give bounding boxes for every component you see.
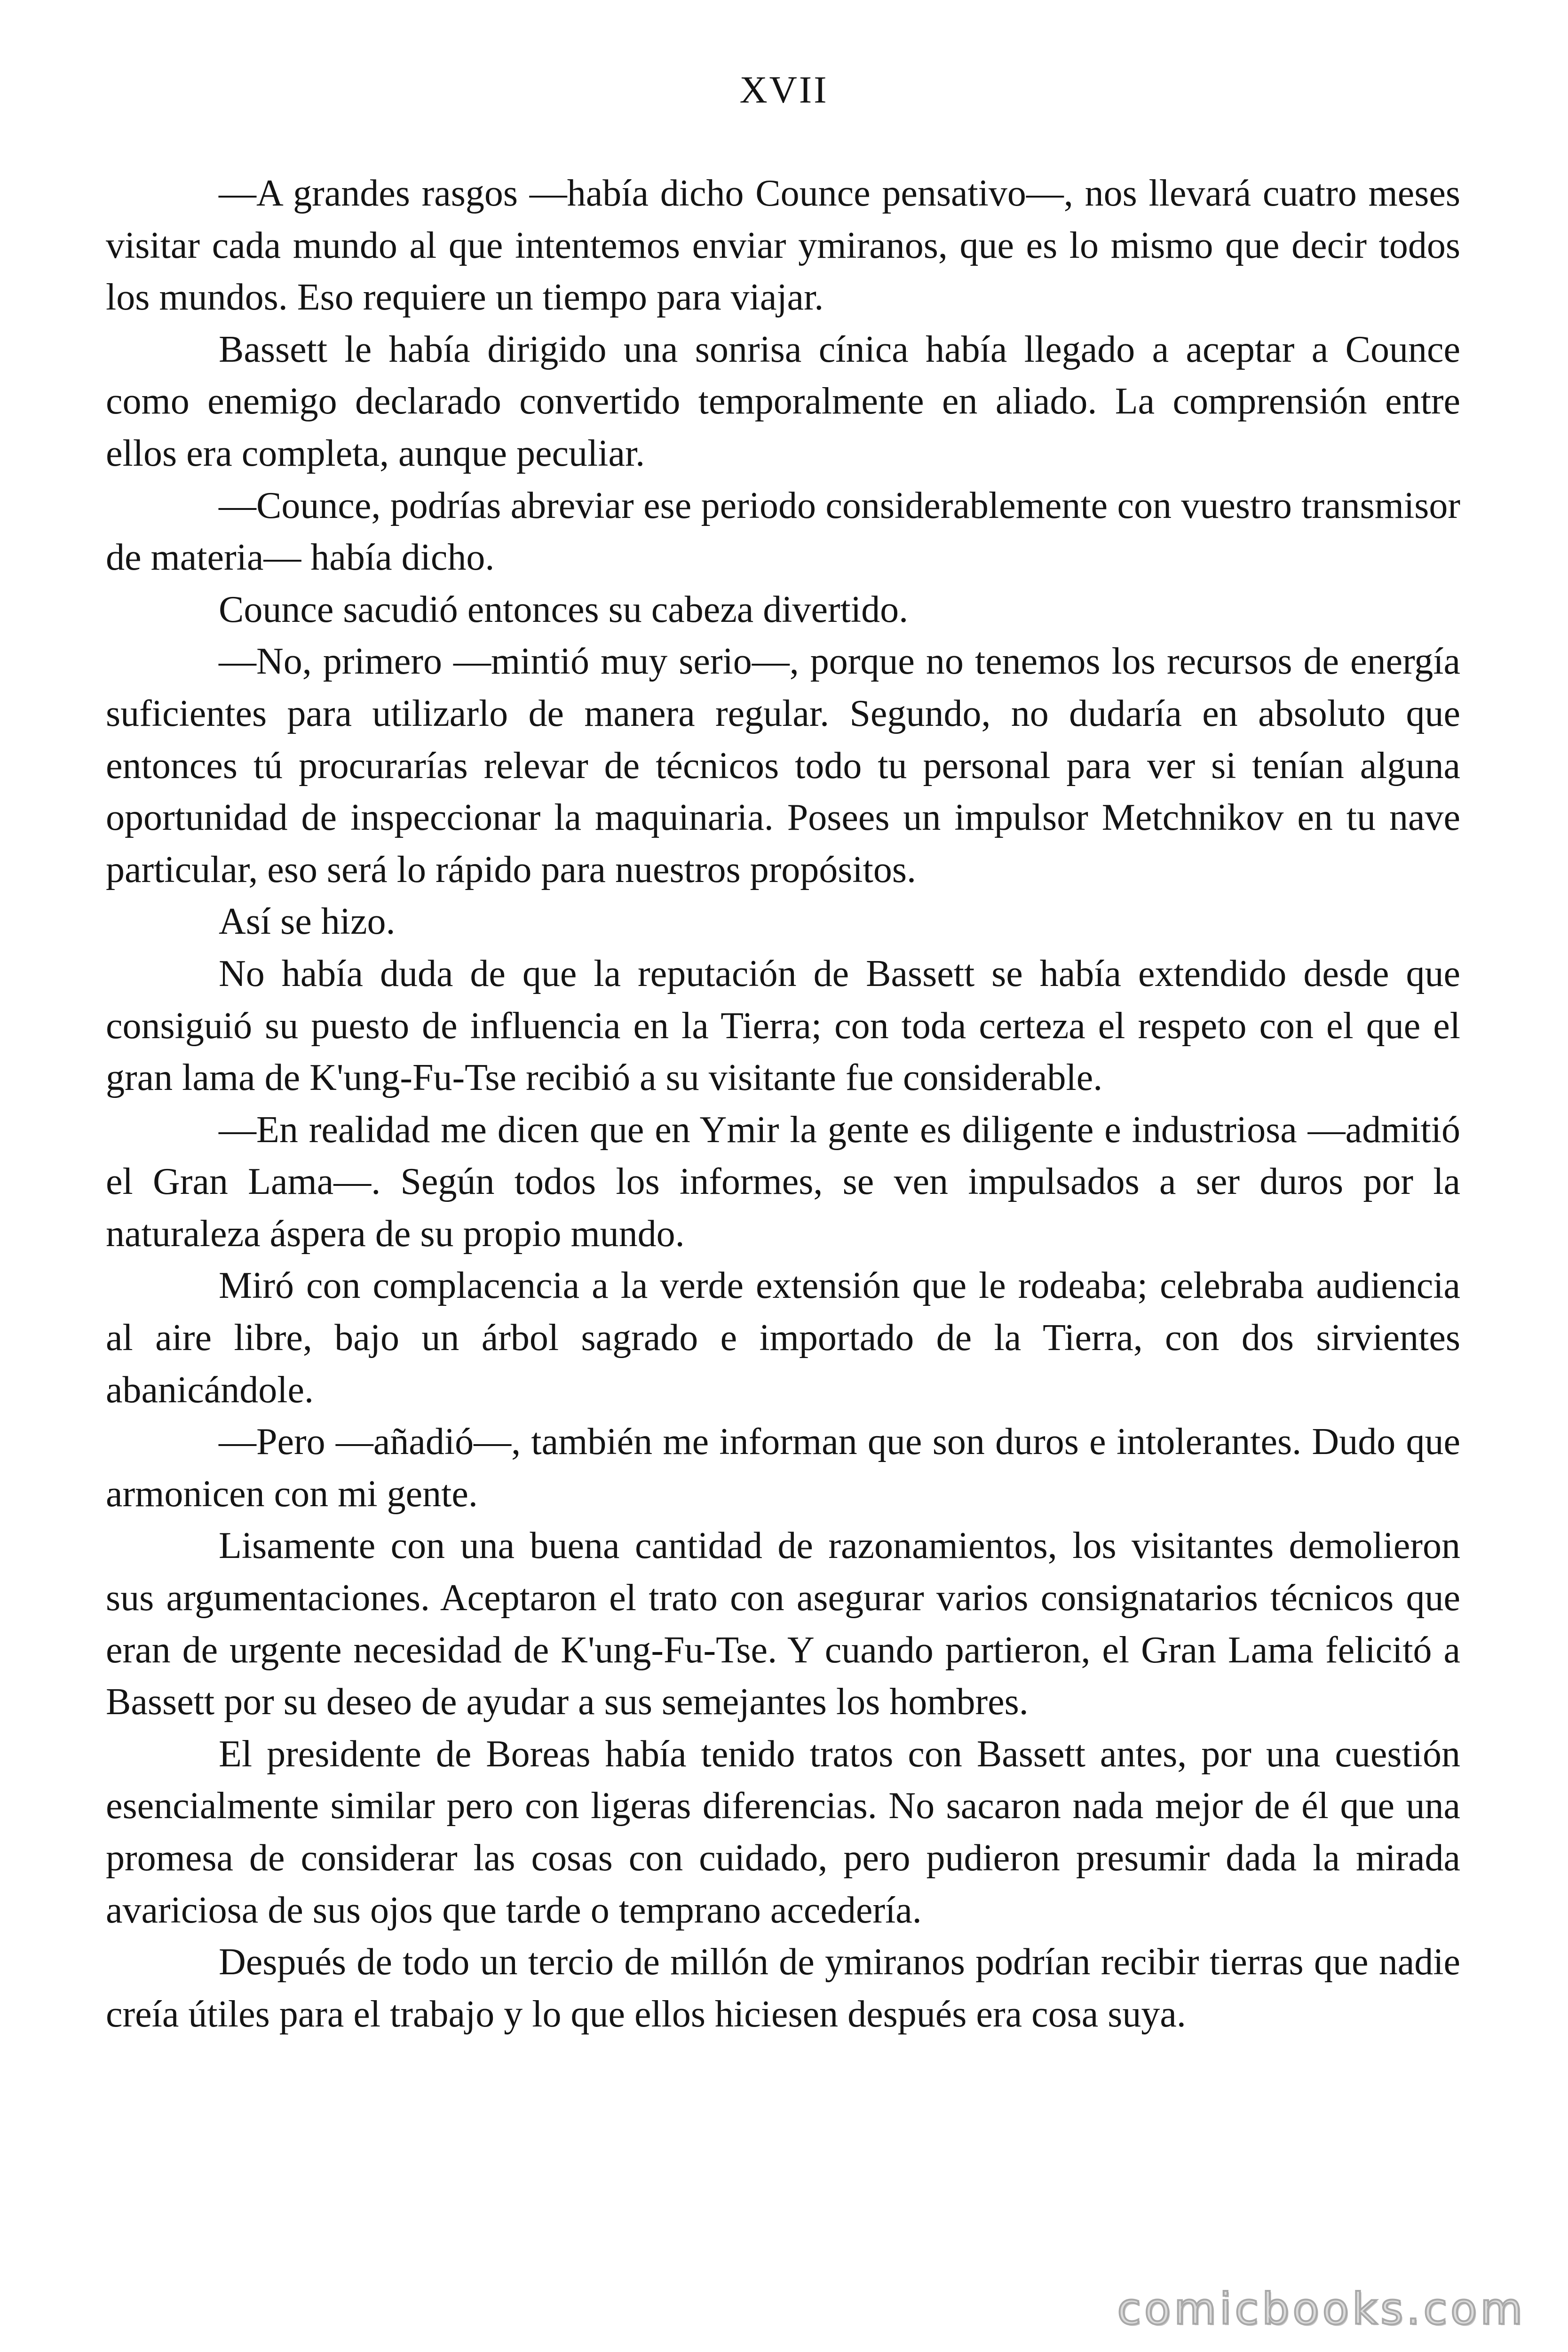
paragraph: Después de todo un tercio de millón de ymiranos podrían recibir tierras que nadie creía útiles para el trabajo y lo que ellos hiciesen después era cosa suya. — [106, 1941, 1460, 2035]
paragraph: —En realidad me dicen que en Ymir la gente es diligente e industriosa —admitió el Gran Lama—. Según todos los informes, se ven impulsados a ser duros por la naturaleza áspera de su propio mundo. — [106, 1109, 1460, 1255]
paragraph: —Pero —añadió—, también me informan que son duros e intolerantes. Dudo que armonicen con mi gente. — [106, 1421, 1460, 1515]
paragraph: —No, primero —mintió muy serio—, porque no tenemos los recursos de energía suficientes para utilizarlo de manera regular. Segundo, no dudaría en absoluto que entonces tú procurarías relevar de técnicos todo tu personal para ver si tenían alguna oportunidad de inspeccionar la maquinaria. Posees un impulsor Metchnikov en tu nave particular, eso será lo rápido para nuestros propósitos. — [106, 641, 1460, 890]
paragraph: El presidente de Boreas había tenido tratos con Bassett antes, por una cuestión esencialmente similar pero con ligeras diferencias. No sacaron nada mejor de él que una promesa de considerar las cosas con cuidado, pero pudieron presumir dada la mirada avariciosa de sus ojos que tarde o temprano accedería. — [106, 1733, 1460, 1931]
paragraph: Miró con complacencia a la verde extensión que le rodeaba; celebraba audiencia al aire libre, bajo un árbol sagrado e importado de la Tierra, con dos sirvientes abanicándole. — [106, 1265, 1460, 1411]
paragraph: Bassett le había dirigido una sonrisa cínica había llegado a aceptar a Counce como enemigo declarado convertido temporalmente en aliado. La comprensión entre ellos era completa, aunque peculiar. — [106, 328, 1460, 474]
paragraph: Así se hizo. — [219, 901, 396, 943]
chapter-title: XVII — [739, 68, 829, 111]
chapter-body — [106, 167, 1460, 2040]
paragraph: —Counce, podrías abreviar ese periodo considerablemente con vuestro transmisor de materia— había dicho. — [106, 485, 1460, 579]
paragraph: —A grandes rasgos —había dicho Counce pensativo—, nos llevará cuatro meses visitar cada mundo al que intentemos enviar ymiranos, que es lo mismo que decir todos los mundos. Eso requiere un tiempo para viajar. — [106, 173, 1460, 318]
paragraph: Counce sacudió entonces su cabeza divertido. — [219, 588, 909, 630]
site-watermark: comicbooks.com — [1117, 2284, 1526, 2334]
paragraph: Lisamente con una buena cantidad de razonamientos, los visitantes demolieron sus argumentaciones. Aceptaron el trato con asegurar varios consignatarios técnicos que eran de urgente necesidad de K'ung-Fu-Tse. Y cuando partieron, el Gran Lama felicitó a Bassett por su deseo de ayudar a sus semejantes los hombres. — [106, 1525, 1460, 1723]
paragraph: No había duda de que la reputación de Bassett se había extendido desde que consiguió su puesto de influencia en la Tierra; con toda certeza el respeto con el que el gran lama de K'ung-Fu-Tse recibió a su visitante fue considerable. — [106, 953, 1460, 1099]
